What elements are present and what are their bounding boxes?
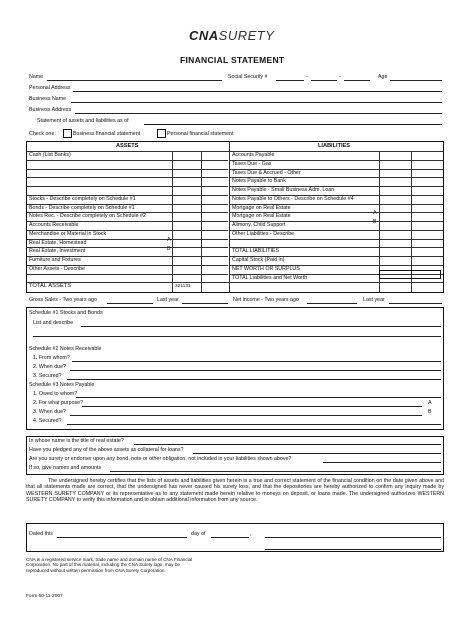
- asset-row-label: Merchandise or Material in Stock: [29, 230, 107, 237]
- gross-sales-label: Gross Sales - Two years ago: [29, 297, 97, 303]
- certification-text: The undersigned hereby certifies that the lists of assets and liabilities given herein is a true and correct statement of the financial condition on the date given above and that all statements made are correct, that the undersigned has never caused his surety loss, and that the depositories are hereby authorized to confirm any inquiry made by WESTERN SURETY COMPANY or its representative as to any statement made herein relative to moneys on deposit, or loans made. The undersigned authorizes WESTERN SURETY COMPANY to verify this information and to obtain additional information from any source.: [26, 478, 444, 504]
- name-field[interactable]: [47, 80, 222, 81]
- signature-line-2[interactable]: [265, 549, 441, 550]
- liability-mark-b: B: [373, 219, 377, 225]
- liability-row-label: Alimony, Child Support: [232, 222, 286, 228]
- business-statement-label: Business financial statement: [73, 131, 141, 137]
- ssn-sep-1: -: [306, 74, 308, 80]
- ssn-sep-2: -: [339, 74, 341, 80]
- form-title: FINANCIAL STATEMENT: [180, 55, 285, 65]
- schedule-3-q4-field[interactable]: [67, 424, 441, 425]
- dated-day-field[interactable]: [57, 537, 187, 538]
- business-name-label: Business Name: [29, 96, 67, 102]
- schedule-2-q1: 1. From whom?: [33, 355, 70, 361]
- asset-row-label: TOTAL ASSETS: [29, 283, 72, 290]
- asset-row-line[interactable]: [27, 169, 228, 170]
- liability-row-label: Accounts Payable: [232, 152, 275, 158]
- schedule-3-q2-field[interactable]: [82, 406, 422, 407]
- liability-row-label: Notes Payable to Others - Describe on Schedule #4: [232, 195, 354, 202]
- schedule-3-q2: 2. For what purpose?: [33, 400, 84, 406]
- dated-this-label: Dated this: [29, 531, 53, 537]
- liability-row-label: Notes Payable - Small Business Adm. Loan: [232, 187, 335, 193]
- assets-header: ASSETS: [116, 143, 139, 149]
- real-estate-title-field[interactable]: [134, 444, 441, 445]
- age-label: Age: [378, 74, 388, 80]
- asset-row-line[interactable]: [27, 274, 228, 275]
- ssn-field-2[interactable]: [311, 80, 337, 81]
- asset-row-label: Other Assets - Describe: [29, 265, 85, 272]
- liability-row-label: Other Liabilities - Describe: [232, 230, 295, 237]
- gross-sales-field[interactable]: [107, 303, 153, 304]
- names-amounts-label: If so, give names and amounts: [29, 465, 102, 471]
- day-of-label: day of: [191, 531, 206, 537]
- name-label: Name: [29, 74, 44, 80]
- schedule-3-q3-field[interactable]: [70, 415, 422, 416]
- liabilities-header: LIABILITIES: [318, 143, 351, 149]
- asset-row-label: Bonds - Describe completely on Schedule #1: [29, 204, 135, 211]
- schedule-2-q2-field[interactable]: [70, 370, 441, 371]
- statement-as-of-label: Statement of assets and liabilities as of: [37, 118, 129, 124]
- liability-row-label: Taxes Due - Gas: [232, 160, 272, 167]
- surety-endorser-question: Are you surety or endorser upon any bond, note or other obligation, not included in your liabilities shown above?: [29, 456, 292, 462]
- schedule-2-title: Schedule #2 Notes Receivable: [29, 346, 102, 352]
- net-last-year-label: Last year: [363, 297, 385, 303]
- schedule-3-mark-b: B: [428, 409, 432, 415]
- surety-endorser-field[interactable]: [323, 462, 441, 463]
- ssn-field-3[interactable]: [344, 80, 370, 81]
- schedule-3-mark-a: A: [428, 400, 432, 406]
- schedule-3-title: Schedule #3 Notes Payable: [29, 382, 95, 388]
- liability-row-label: TOTAL Liabilities and Net Worth: [232, 274, 308, 281]
- schedule-2-q3: 3. Secured?: [33, 373, 62, 379]
- schedule-2-q1-field[interactable]: [72, 361, 441, 362]
- business-address-field[interactable]: [75, 113, 442, 114]
- form-number: Form 60-11-2007: [26, 594, 63, 599]
- personal-statement-checkbox[interactable]: [157, 129, 166, 138]
- ssn-field-1[interactable]: [276, 80, 304, 81]
- business-statement-checkbox[interactable]: [63, 129, 72, 138]
- schedule-3-q4: 4. Secured?: [33, 418, 62, 424]
- personal-address-field[interactable]: [73, 91, 442, 92]
- liability-row-label: Capital Stock (Paid in): [232, 257, 285, 263]
- asset-row-label: Real Estate, Investment: [29, 248, 86, 255]
- schedule-1-line-2[interactable]: [33, 336, 441, 337]
- schedule-1-list-label: List and describe: [33, 320, 74, 326]
- personal-address-label: Personal Address: [29, 85, 71, 91]
- liability-mark-a: A: [373, 210, 377, 216]
- gross-last-year-label: Last year: [157, 297, 179, 303]
- schedule-2-q3-field[interactable]: [67, 379, 441, 380]
- dated-month-field[interactable]: [211, 537, 249, 538]
- asset-row-label: Notes Rec. - Describe completely on Schedule #2: [29, 213, 146, 220]
- names-amounts-field[interactable]: [110, 471, 441, 472]
- footer-notice: CNA is a registered service mark, trade name and domain name of CNA Financial Corporation. No part of this material, including the CNA Surety logo, may be reproduced without written permission from CNA Surety Corporation.: [26, 557, 193, 573]
- schedule-3-q3: 3. When due?: [33, 409, 66, 415]
- asset-row-line[interactable]: [27, 160, 228, 161]
- asset-row-label: Accounts Receivable: [29, 222, 79, 228]
- signature-line-1[interactable]: [265, 537, 441, 538]
- liability-row-label: TOTAL LIABILITIES: [232, 248, 280, 255]
- schedule-3-q1-field[interactable]: [76, 397, 441, 398]
- real-estate-title-question: In whose name is the title of real estate?: [29, 438, 124, 444]
- statement-date-field[interactable]: [144, 124, 442, 125]
- dated-comma: ,: [250, 531, 252, 537]
- asset-row-line[interactable]: [27, 177, 228, 178]
- pledged-assets-field[interactable]: [193, 453, 441, 454]
- asset-row-line[interactable]: [27, 186, 228, 187]
- asset-row-label: Cash (List Banks): [29, 152, 71, 158]
- schedule-1-title: Schedule #1 Stocks and Bonds: [29, 310, 103, 316]
- check-one-label: Check one:: [29, 131, 56, 137]
- gross-last-year-field[interactable]: [182, 303, 228, 304]
- liability-row-label: Mortgage on Real Estate: [232, 204, 291, 211]
- asset-mark-a: A: [167, 237, 171, 243]
- pledged-assets-question: Have you pledged any of the above assets as collateral for loans?: [29, 447, 184, 453]
- asset-row-label: Furniture and Fixtures: [29, 257, 81, 263]
- business-name-field[interactable]: [71, 102, 442, 103]
- age-field[interactable]: [390, 80, 442, 81]
- net-income-field[interactable]: [307, 303, 357, 304]
- cna-surety-logo: [189, 28, 274, 43]
- logo-cna: CNA: [189, 28, 219, 43]
- net-last-year-field[interactable]: [389, 303, 442, 304]
- business-address-label: Business Address: [29, 107, 72, 113]
- net-income-label: Net income - Two years ago: [233, 297, 299, 303]
- net-worth-box[interactable]: [379, 270, 441, 279]
- liability-row-label: Taxes Due & Accrued - Other: [232, 169, 301, 176]
- logo-surety: SURETY: [218, 28, 275, 43]
- liability-row-label: Notes Payable to Bank: [232, 178, 286, 185]
- asset-row-label: Stocks - Describe completely on Schedule #1: [29, 195, 136, 202]
- liability-row-label: NET WORTH OR SURPLUS: [232, 265, 300, 272]
- schedule-2-q2: 2. When due?: [33, 364, 66, 370]
- asset-row-label: Real Estate, Homestead: [29, 239, 87, 246]
- ssn-label: Social Security #: [228, 74, 268, 80]
- schedule-1-line-1[interactable]: [81, 326, 441, 327]
- liability-row-label: Mortgage on Real Estate: [232, 213, 291, 220]
- total-assets-value: 321131: [175, 284, 191, 289]
- asset-mark-b: B: [167, 246, 171, 252]
- liability-row-line[interactable]: [229, 239, 443, 240]
- schedule-3-q1: 1. Owed to whom?: [33, 391, 78, 397]
- personal-statement-label: Personal financial statement: [167, 131, 234, 137]
